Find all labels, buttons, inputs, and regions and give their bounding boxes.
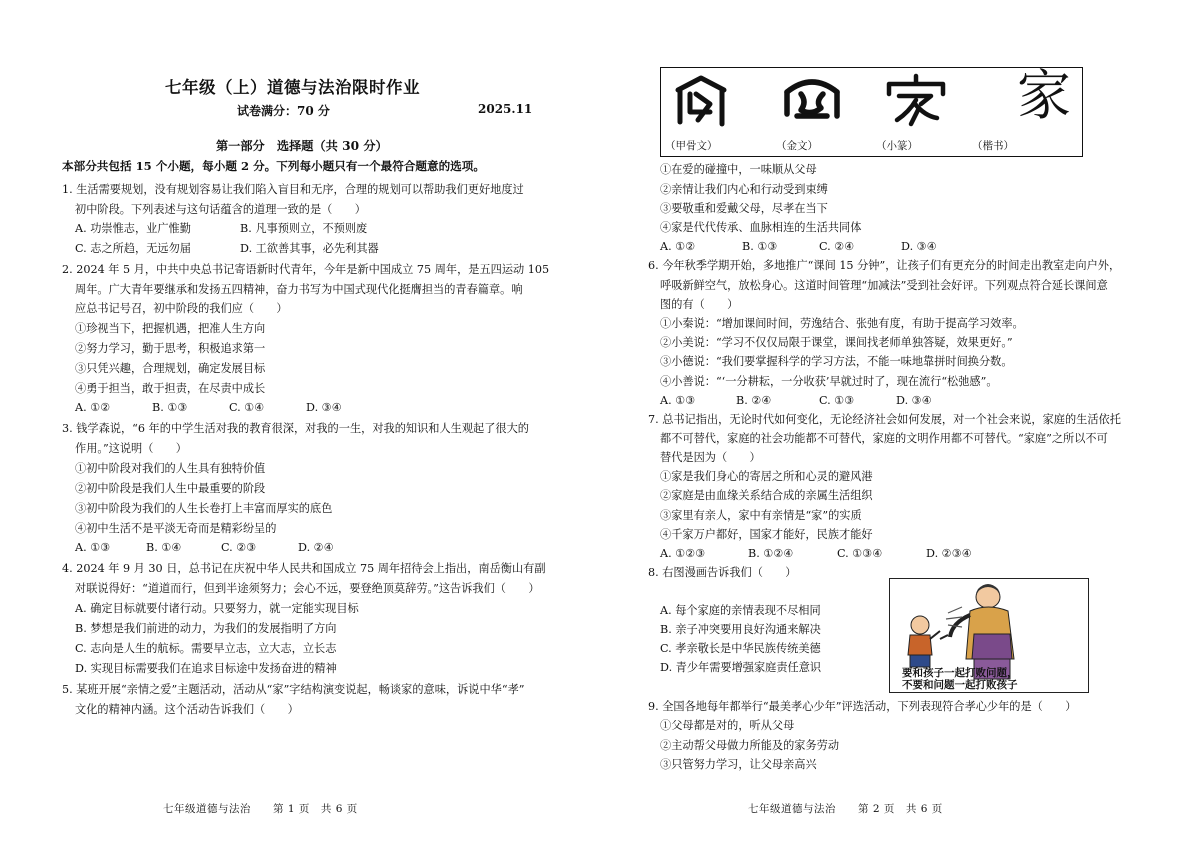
section-instruction: 本部分共包括 15 个小题，每小题 2 分。下列每小题只有一个最符合题意的选项。 — [62, 159, 485, 173]
question-7-line: 7. 总书记指出，无论时代如何变化，无论经济社会如何发展，对一个社会来说，家庭的生活依托 — [648, 413, 1121, 426]
section-title: 第一部分 选择题（共 30 分） — [216, 139, 388, 153]
q4-option-a: A. 确定目标就要付诸行动。只要努力，就一定能实现目标 — [75, 602, 359, 615]
q7-statement: ①家是我们身心的寄居之所和心灵的避风港 — [660, 470, 873, 483]
q2-option-c: C. ①④ — [229, 401, 265, 414]
q4-option-b: B. 梦想是我们前进的动力，为我们的发展指明了方向 — [75, 622, 337, 635]
q7-option-b: B. ①②④ — [748, 547, 794, 560]
exam-title: 七年级（上）道德与法治限时作业 — [165, 78, 420, 97]
q6-statement: ①小秦说：“增加课间时间，劳逸结合、张弛有度，有助于提高学习效率。 — [660, 317, 1024, 330]
cartoon-caption-line: 不要和问题一起打败孩子 — [902, 679, 1018, 691]
q2-statement: ③只凭兴趣，合理规划，确定发展目标 — [75, 362, 266, 375]
q2-statement: ②努力学习，勤于思考，积极追求第一 — [75, 342, 266, 355]
q2-option-a: A. ①② — [75, 401, 111, 414]
question-9-line: 9. 全国各地每年都举行“最美孝心少年”评选活动，下列表现符合孝心少年的是（ ） — [648, 700, 1077, 713]
q6-statement: ④小善说：“‘一分耕耘，一分收获’早就过时了，现在流行“松弛感”。 — [660, 375, 998, 388]
question-4-line: 4. 2024 年 9 月 30 日，总书记在庆祝中华人民共和国成立 75 周年招待会上指出，南岳衡山有副 — [62, 562, 546, 575]
q1-option-c: C. 志之所趋，无远勿届 — [75, 242, 191, 255]
page-footer: 七年级道德与法治 第 2 页 共 6 页 — [748, 803, 943, 815]
q5-option-c: C. ②④ — [819, 240, 855, 253]
question-2-line: 周年。广大青年要继承和发扬五四精神，奋力书写为中国式现代化挺膺担当的青春篇章。响 — [75, 283, 523, 296]
q5-statement: ①在爱的碰撞中，一味顺从父母 — [660, 163, 817, 176]
q1-option-b: B. 凡事预则立，不预则废 — [240, 222, 368, 235]
q7-option-d: D. ②③④ — [926, 547, 972, 560]
script-caption: （甲骨文） — [665, 140, 718, 152]
question-1-line: 初中阶段。下列表述与这句话蕴含的道理一致的是（ ） — [75, 203, 366, 216]
q6-option-a: A. ①③ — [660, 394, 696, 407]
question-5-line: 文化的精神内涵。这个活动告诉我们（ ） — [75, 703, 299, 716]
script-caption: （金文） — [776, 140, 818, 152]
q4-option-c: C. 志向是人生的航标。需要早立志，立大志，立长志 — [75, 642, 337, 655]
question-8-line: 8. 右图漫画告诉我们（ ） — [648, 566, 797, 579]
question-1-line: 1. 生活需要规划，没有规划容易让我们陷入盲目和无序，合理的规划可以帮助我们更好地度过 — [62, 183, 524, 196]
q7-option-a: A. ①②③ — [660, 547, 706, 560]
q4-option-d: D. 实现目标需要我们在追求目标途中发扬奋进的精神 — [75, 662, 337, 675]
question-2-line: 应总书记号召，初中阶段的我们应（ ） — [75, 302, 288, 315]
q5-option-a: A. ①② — [660, 240, 696, 253]
q3-option-d: D. ②④ — [298, 541, 334, 554]
q9-statement: ①父母都是对的，听从父母 — [660, 719, 795, 732]
question-2-line: 2. 2024 年 5 月，中共中央总书记寄语新时代青年，今年是新中国成立 75 周年，是五四运动 105 — [62, 263, 550, 276]
question-3-line: 3. 钱学森说，“6 年的中学生活对我的教育很深，对我的一生，对我的知识和人生观起了很大的 — [62, 422, 529, 435]
question-5-line: 5. 某班开展“亲情之爱”主题活动，活动从“家”字结构演变说起，畅谈家的意味，诉说中华“孝” — [62, 683, 525, 696]
question-7-line: 替代是因为（ ） — [660, 451, 761, 464]
question-6-line: 6. 今年秋季学期开始，多地推广“课间 15 分钟”，让孩子们有更充分的时间走出教室走向户外， — [648, 259, 1121, 272]
exam-date: 2025.11 — [478, 102, 533, 116]
q7-option-c: C. ①③④ — [837, 547, 883, 560]
q9-statement: ③只管努力学习，让父母亲高兴 — [660, 758, 817, 771]
q2-statement: ①珍视当下，把握机遇，把准人生方向 — [75, 322, 266, 335]
score-label: 试卷满分：70 分 — [237, 104, 330, 118]
q8-option-c: C. 孝亲敬长是中华民族传统美德 — [660, 642, 821, 655]
q6-statement: ③小德说：“我们要掌握科学的学习方法，不能一味地靠拼时间换分数。 — [660, 355, 1013, 368]
q8-option-d: D. 青少年需要增强家庭责任意识 — [660, 661, 822, 674]
q3-statement: ②初中阶段是我们人生中最重要的阶段 — [75, 482, 266, 495]
q3-option-c: C. ②③ — [221, 541, 257, 554]
q3-option-b: B. ①④ — [146, 541, 182, 554]
q6-option-c: C. ①③ — [819, 394, 855, 407]
q6-option-d: D. ③④ — [896, 394, 932, 407]
question-6-line: 图的有（ ） — [660, 298, 739, 311]
script-caption: （小篆） — [876, 140, 918, 152]
q5-option-d: D. ③④ — [901, 240, 937, 253]
q2-option-d: D. ③④ — [306, 401, 342, 414]
q5-option-b: B. ①③ — [742, 240, 778, 253]
parent-child-cartoon — [889, 578, 1089, 693]
q7-statement: ④千家万户都好，国家才能好，民族才能好 — [660, 528, 873, 541]
q8-option-a: A. 每个家庭的亲情表现不尽相同 — [660, 604, 821, 617]
q1-option-a: A. 功崇惟志，业广惟勤 — [75, 222, 191, 235]
question-3-line: 作用。”这说明（ ） — [75, 442, 187, 455]
q8-option-b: B. 亲子冲突要用良好沟通来解决 — [660, 623, 821, 636]
cartoon-caption-line: 要和孩子一起打败问题， — [902, 667, 1018, 679]
q9-statement: ②主动帮父母做力所能及的家务劳动 — [660, 739, 840, 752]
kaishu-jia-glyph: 家 — [1017, 64, 1071, 127]
question-7-line: 都不可替代，家庭的社会功能都不可替代，家庭的文明作用都不可替代。“家庭”之所以不可 — [660, 432, 1108, 445]
q5-statement: ②亲情让我们内心和行动受到束缚 — [660, 183, 828, 196]
q7-statement: ②家庭是由血缘关系结合成的亲属生活组织 — [660, 489, 873, 502]
exam-page-2 — [600, 0, 1200, 849]
q2-option-b: B. ①③ — [152, 401, 188, 414]
q5-statement: ③要敬重和爱戴父母，尽孝在当下 — [660, 202, 828, 215]
question-4-line: 对联说得好：“道道而行，但到半途须努力；会心不远，要登绝顶莫辞劳。”这告诉我们（ ） — [75, 582, 540, 595]
q3-statement: ③初中阶段为我们的人生长卷打上丰富而厚实的底色 — [75, 502, 333, 515]
q7-statement: ③家里有亲人，家中有亲情是“家”的实质 — [660, 509, 862, 522]
q6-statement: ②小美说：“学习不仅仅局限于课堂，课间找老师单独答疑，效果更好。” — [660, 336, 1013, 349]
q1-option-d: D. 工欲善其事，必先利其器 — [240, 242, 379, 255]
q3-statement: ④初中生活不是平淡无奇而是精彩纷呈的 — [75, 522, 277, 535]
q2-statement: ④勇于担当，敢于担责，在尽责中成长 — [75, 382, 266, 395]
script-caption: （楷书） — [972, 140, 1014, 152]
question-6-line: 呼吸新鲜空气，放松身心。这道时间管理“加减法”受到社会好评。下列观点符合延长课间意 — [660, 279, 1108, 292]
page-footer: 七年级道德与法治 第 1 页 共 6 页 — [163, 803, 358, 815]
q6-option-b: B. ②④ — [736, 394, 772, 407]
q3-statement: ①初中阶段对我们的人生具有独特价值 — [75, 462, 266, 475]
q3-option-a: A. ①③ — [75, 541, 111, 554]
q5-statement: ④家是代代传承、血脉相连的生活共同体 — [660, 221, 862, 234]
